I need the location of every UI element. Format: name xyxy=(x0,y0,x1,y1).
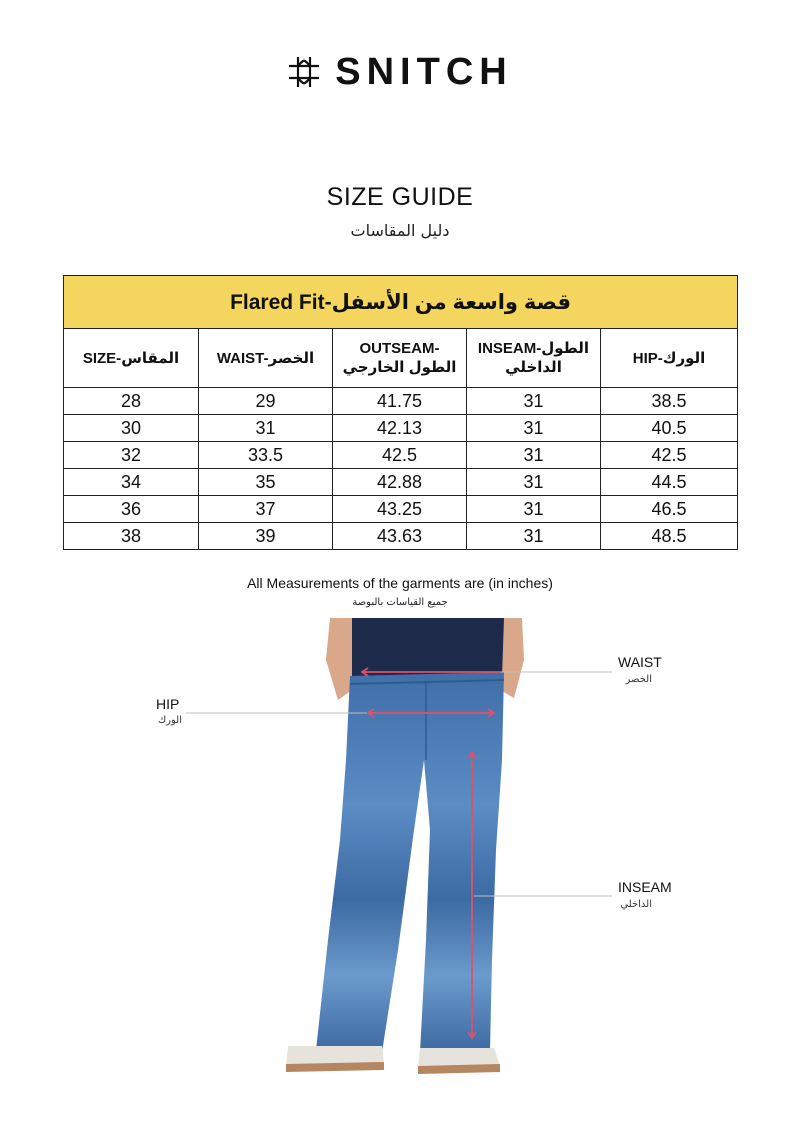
table-row xyxy=(64,442,738,469)
waist-label-arabic: الخصر xyxy=(625,674,652,685)
column-header-inseam xyxy=(467,329,601,388)
column-header-line: الداخلي xyxy=(505,359,562,376)
table-header-row xyxy=(64,329,738,388)
cell-hip: 40.5 xyxy=(601,415,738,442)
cell-size: 32 xyxy=(64,442,199,469)
jeans xyxy=(316,672,504,1052)
cell-outseam: 43.63 xyxy=(333,523,467,550)
cell-inseam: 31 xyxy=(467,442,601,469)
page-title: SIZE GUIDE xyxy=(326,183,474,211)
cell-size: 30 xyxy=(64,415,199,442)
table-row xyxy=(64,388,738,415)
table-row xyxy=(64,415,738,442)
cell-inseam: 31 xyxy=(467,415,601,442)
table-row xyxy=(64,469,738,496)
page-title-arabic: دليل المقاسات xyxy=(350,221,450,240)
cell-outseam: 42.13 xyxy=(333,415,467,442)
cell-waist: 37 xyxy=(199,496,333,523)
column-header-waist xyxy=(199,329,333,388)
table-row xyxy=(64,523,738,550)
measurement-note-arabic: جميع القياسات بالبوصة xyxy=(352,597,448,608)
cell-waist: 29 xyxy=(199,388,333,415)
inseam-label-arabic: الداخلي xyxy=(620,899,652,910)
cell-inseam: 31 xyxy=(467,469,601,496)
cell-outseam: 42.88 xyxy=(333,469,467,496)
cell-waist: 33.5 xyxy=(199,442,333,469)
cell-size: 34 xyxy=(64,469,199,496)
jeans-measurement-illustration xyxy=(0,618,800,1148)
column-header-outseam xyxy=(333,329,467,388)
cell-size: 28 xyxy=(64,388,199,415)
column-header-line: الطول الخارجي xyxy=(342,359,457,376)
cell-waist: 35 xyxy=(199,469,333,496)
cell-hip: 48.5 xyxy=(601,523,738,550)
table-row xyxy=(64,496,738,523)
cell-inseam: 31 xyxy=(467,496,601,523)
fit-title-row xyxy=(64,276,738,329)
cell-size: 36 xyxy=(64,496,199,523)
column-header-size xyxy=(64,329,199,388)
brand-name: SNITCH xyxy=(335,50,513,93)
cell-inseam: 31 xyxy=(467,388,601,415)
hip-label: HIP xyxy=(156,696,180,712)
column-header-line: WAIST-الخصر xyxy=(216,349,315,367)
snitch-logo-icon xyxy=(287,55,321,89)
cell-waist: 39 xyxy=(199,523,333,550)
waist-label: WAIST xyxy=(618,654,662,670)
cell-hip: 38.5 xyxy=(601,388,738,415)
cell-outseam: 41.75 xyxy=(333,388,467,415)
column-header-line: OUTSEAM- xyxy=(359,340,440,357)
cell-outseam: 42.5 xyxy=(333,442,467,469)
cell-inseam: 31 xyxy=(467,523,601,550)
brand-logo xyxy=(0,50,800,94)
cell-size: 38 xyxy=(64,523,199,550)
hip-label-arabic: الورك xyxy=(157,715,182,726)
cell-waist: 31 xyxy=(199,415,333,442)
cell-hip: 42.5 xyxy=(601,442,738,469)
fit-title: Flared Fit-قصة واسعة من الأسفل xyxy=(64,276,738,329)
column-header-line: INSEAM-الطول xyxy=(477,340,590,357)
measurement-note: All Measurements of the garments are (in inches) xyxy=(247,575,553,591)
inseam-label: INSEAM xyxy=(618,879,672,895)
size-table xyxy=(63,275,738,550)
cell-hip: 44.5 xyxy=(601,469,738,496)
cell-outseam: 43.25 xyxy=(333,496,467,523)
shirt xyxy=(352,618,504,680)
column-header-hip xyxy=(601,329,738,388)
cell-hip: 46.5 xyxy=(601,496,738,523)
column-header-line: HIP-الورك xyxy=(632,349,706,367)
column-header-line: SIZE-المقاس xyxy=(82,349,180,367)
